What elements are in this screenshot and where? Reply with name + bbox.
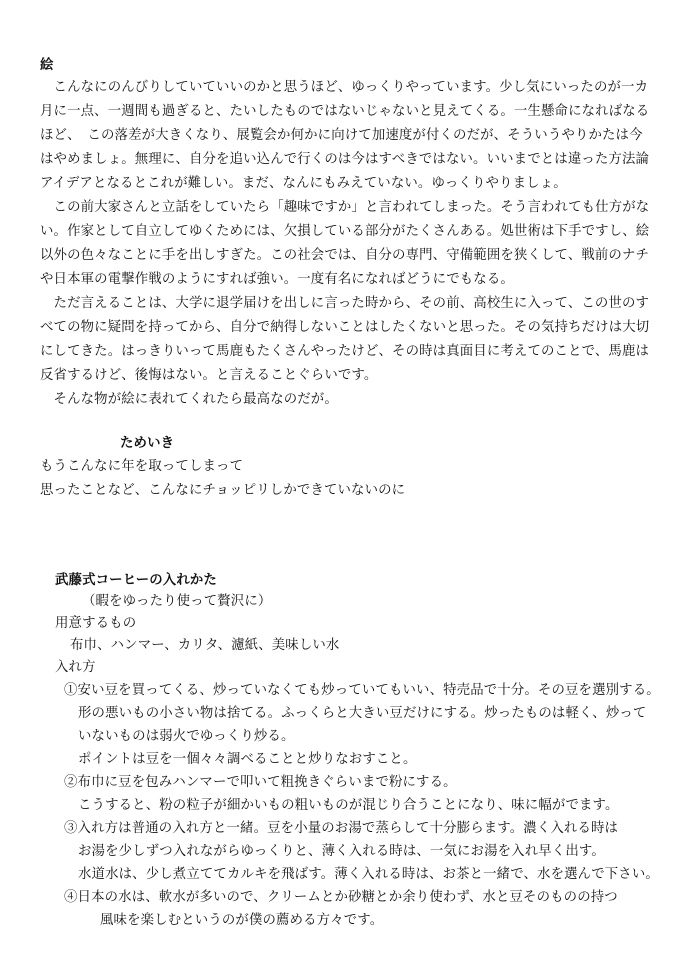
poem-line: 思ったことなど、こんなにチョッピリしかできていないのに — [40, 483, 406, 498]
method-step: 水道水は、少し煮立ててカルキを飛ばす。薄く入れる時は、お茶と一緒で、水を選んで下さい。 — [78, 867, 659, 882]
method-step: お湯を少しずつ入れながらゆっくりと、薄く入れる時は、一気にお湯を入れ早く出す。 — [78, 844, 605, 859]
essay-line: べての物に疑問を持ってから、自分で納得しないことはしたくないと思った。その気持ちだけは大切 — [40, 320, 650, 335]
essay-line: 以外の色々なことに手を出しすぎた。この社会では、自分の専門、守備範囲を狭くして、戦前のナチ — [40, 248, 650, 263]
prep-items: 布巾、ハンマー、カリタ、濾紙、美味しい水 — [70, 638, 340, 653]
essay-line: にしてきた。はっきりいって馬鹿もたくさんやったけど、その時は真面目に考えてのことで、馬鹿は — [40, 344, 650, 359]
method-label: 入れ方 — [55, 660, 96, 675]
prep-label: 用意するもの — [55, 616, 137, 631]
essay-line: ただ言えることは、大学に退学届けを出しに言った時から、その前、高校生に入って、この世のす — [40, 296, 650, 311]
essay-line: こんなにのんびりしていていいのかと思うほど、ゆっくりやっています。少し気にいったのが一カ — [40, 80, 649, 95]
method-step: ②布巾に豆を包みハンマーで叩いて粗挽きぐらいまで粉にする。 — [64, 775, 457, 790]
method-step: いないものは弱火でゆっくり炒る。 — [78, 729, 295, 744]
poem-title: ためいき — [120, 435, 175, 451]
essay-line: はやめましょ。無理に、自分を追い込んで行くのは今はすべきではない。いいまでとは違った方法論 — [40, 152, 650, 167]
essay-line: そんな物が絵に表れてくれたら最高なのだが。 — [40, 392, 338, 407]
essay-line: ほど、 この落差が大きくなり、展覧会か何かに向けて加速度が付くのだが、そういうやりかたは今 — [40, 128, 643, 143]
essay-line: この前大家さんと立話をしていたら「趣味ですか」と言われてしまった。そう言われても仕方がな — [40, 200, 650, 215]
method-step: 風味を楽しむというのが僕の薦める方々です。 — [100, 913, 384, 928]
coffee-title: 武藤式コーヒーの入れかた — [55, 572, 217, 588]
essay-line: 月に一点、一週間も過ぎると、たいしたものではないじゃないと見えてくる。一生懸命になればなる — [40, 104, 650, 119]
method-step: 形の悪いもの小さい物は捨てる。ふっくらと大きい豆だけにする。炒ったものは軽く、炒って — [78, 706, 647, 721]
essay-line: アイデアとなるとこれが難しい。まだ、なんにもみえていない。ゆっくりやりましょ。 — [40, 176, 567, 191]
poem-line: もうこんなに年を取ってしまって — [40, 459, 244, 474]
essay-line: い。作家として自立してゆくためには、欠損している部分がたくさんある。処世術は下手ですし、絵 — [40, 224, 650, 239]
essay-line: 反省するけど、後悔はない。と言えることぐらいです。 — [40, 368, 378, 383]
coffee-subtitle: （暇をゆったり使って贅沢に） — [82, 594, 272, 609]
section-heading-picture: 絵 — [40, 57, 54, 73]
method-step: こうすると、粉の粒子が細かいもの粗いものが混じり合うことになり、味に幅がでます。 — [78, 798, 619, 813]
method-step: ③入れ方は普通の入れ方と一緒。豆を小量のお湯で蒸らして十分膨らます。濃く入れる時は — [64, 821, 619, 836]
method-step: ポイントは豆を一個々々調べることと炒りなおすこと。 — [78, 752, 417, 767]
method-step: ①安い豆を買ってくる、炒っていなくても炒っていてもいい、特売品で十分。その豆を選別する。 — [64, 683, 660, 698]
method-step: ④日本の水は、軟水が多いので、クリームとか砂糖とか余り使わず、水と豆そのものの持つ — [64, 890, 618, 905]
essay-line: や日本軍の電撃作戦のようにすれば強い。一度有名になればどうにでもなる。 — [40, 272, 514, 287]
